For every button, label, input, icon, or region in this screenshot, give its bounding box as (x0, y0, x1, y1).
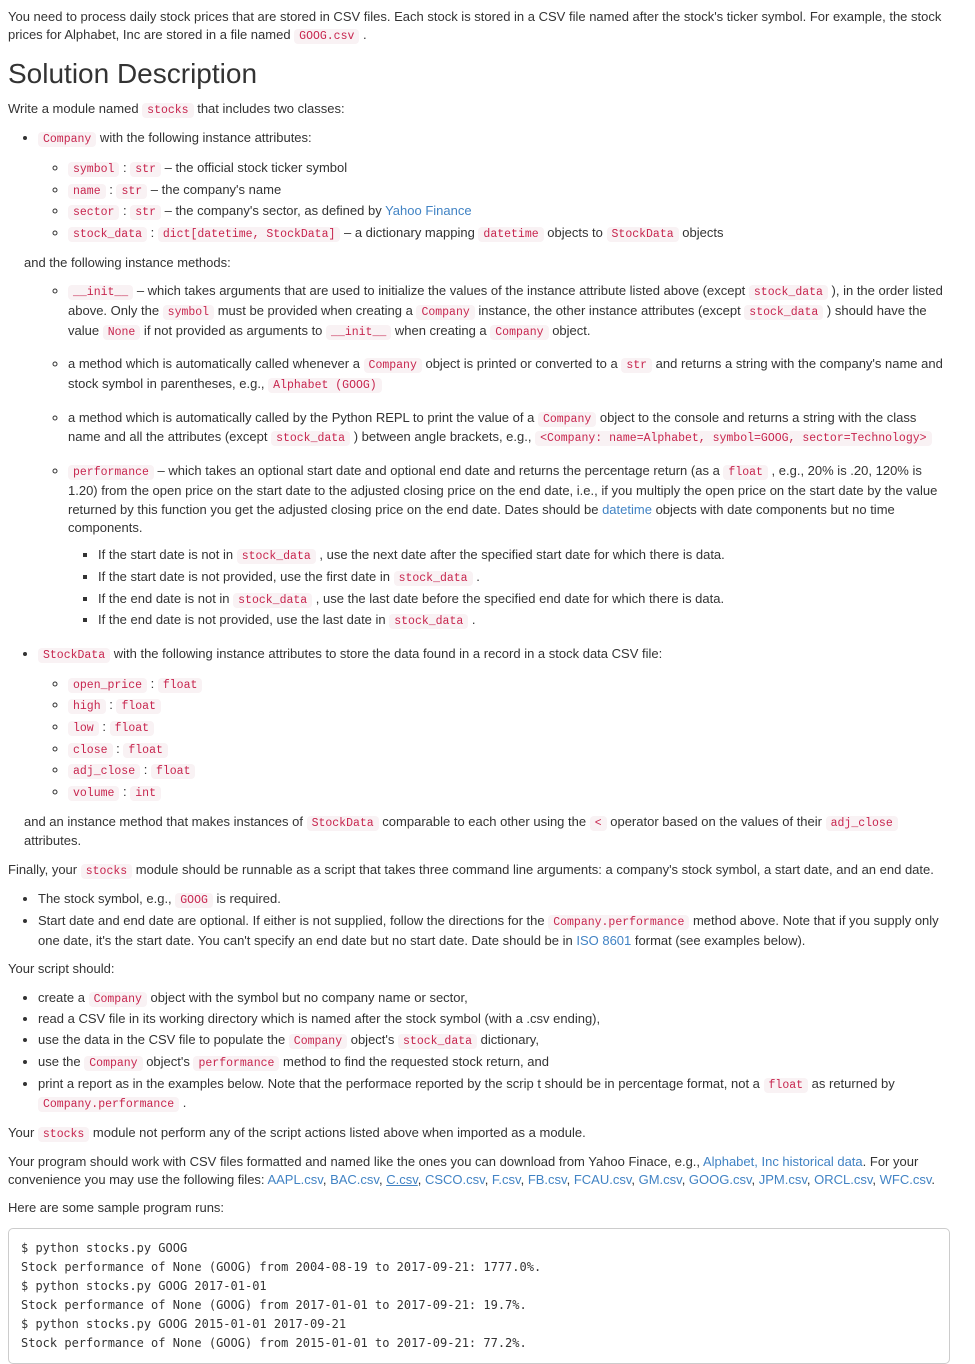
company-attributes-list (38, 159, 950, 244)
inline-code: name (68, 184, 106, 199)
action-create-company: • create a Company object with the symbol but no company name or sector, (38, 989, 950, 1009)
inline-link[interactable]: GM.csv (638, 1172, 682, 1188)
inline-code: stock_data (389, 614, 468, 629)
inline-code: stock_data (271, 431, 350, 446)
inline-code: GOOG.csv (294, 29, 359, 44)
inline-code: float (116, 699, 161, 714)
instance-methods-label: and the following instance methods: (24, 254, 231, 270)
inline-code: < (590, 816, 607, 831)
attr-stock-data: ◦ stock_data : dict[datetime, StockData] – a dictionary mapping datetime objects to StockData objects (68, 224, 950, 244)
inline-link[interactable]: C.csv (386, 1172, 418, 1188)
inline-code: Company.performance (38, 1097, 179, 1112)
inline-code: float (151, 764, 196, 779)
inline-code: Company (364, 358, 422, 373)
inline-code: datetime (478, 227, 543, 242)
sample-runs-label: Here are some sample program runs: (8, 1200, 225, 1216)
method-performance (68, 462, 950, 631)
inline-code: str (130, 205, 161, 220)
inline-code: performance (68, 465, 154, 480)
attr-sector: ◦ sector : str – the company's sector, as defined by Yahoo Finance (68, 202, 950, 222)
inline-code: float (764, 1078, 809, 1093)
inline-code: float (158, 678, 203, 693)
finally-paragraph: Finally, your stocks module should be runnable as a script that takes three command line arguments: a company's stock symbol, a start date, and an end date. (8, 862, 934, 879)
attr-adj-close: ◦ adj_close : float (68, 761, 950, 781)
inline-code: Alphabet (GOOG) (268, 378, 382, 393)
inline-code: Company (84, 1056, 142, 1071)
script-actions-list (8, 989, 950, 1114)
inline-code: float (723, 465, 768, 480)
attr-volume: ◦ volume : int (68, 783, 950, 803)
company-methods-list (38, 282, 950, 631)
inline-code: dict[datetime, StockData] (158, 227, 341, 242)
inline-code: Company (416, 305, 474, 320)
perf-rule: ▪ If the start date is not provided, use the first date in stock_data . (98, 568, 950, 588)
arg-dates: • Start date and end date are optional. If either is not supplied, follow the directions for the Company.performance method above. Note that if you supply only one date, it's the start date. You can't specify an end date but no start date. Date should be in ISO 8601 format (see examples below). (38, 912, 950, 951)
inline-code: Company (89, 992, 147, 1007)
inline-code: float (123, 743, 168, 758)
perf-rule: ▪ If the start date is not in stock_data , use the next date after the specified start date for which there is data. (98, 546, 950, 566)
inline-code: str (130, 162, 161, 177)
perf-rule: ▪ If the end date is not provided, use the last date in stock_data . (98, 611, 950, 631)
intro-paragraph: You need to process daily stock prices that are stored in CSV files. Each stock is stored in a CSV file named after the stock's ticker symbol. For example, the stock prices for Alphabet, Inc are stored in a file named GOOG.csv . (8, 9, 942, 44)
inline-code: stock_data (68, 227, 147, 242)
inline-link[interactable]: JPM.csv (758, 1172, 807, 1188)
inline-code: GOOG (175, 893, 213, 908)
inline-code: str (116, 184, 147, 199)
action-populate-stock-data: • use the data in the CSV file to populate the Company object's stock_data dictionary, (38, 1031, 950, 1051)
inline-code: low (68, 721, 99, 736)
inline-link[interactable]: WFC.csv (879, 1172, 932, 1188)
inline-code: int (130, 786, 161, 801)
stockdata-attributes-list (38, 675, 950, 803)
method-str: ◦ a method which is automatically called whenever a Company object is printed or converted to a str and returns a string with the company's name and stock symbol in parentheses, e.g., Alphabet (GOOG) (68, 355, 950, 394)
inline-link[interactable]: FCAU.csv (573, 1172, 632, 1188)
inline-link[interactable]: datetime (602, 501, 652, 517)
inline-link[interactable]: CSCO.csv (424, 1172, 485, 1188)
inline-link[interactable]: ISO 8601 (576, 932, 632, 948)
inline-code: Company (289, 1034, 347, 1049)
inline-code: symbol (163, 305, 214, 320)
inline-code: str (621, 358, 652, 373)
performance-rules-list (68, 546, 950, 631)
inline-code: stock_data (237, 549, 316, 564)
inline-link[interactable]: F.csv (491, 1172, 521, 1188)
attr-name: ◦ name : str – the company's name (68, 181, 950, 201)
inline-code: StockData (38, 648, 110, 663)
sample-runs-code-block (8, 1228, 950, 1364)
inline-code: float (110, 721, 155, 736)
method-init: ◦ __init__ – which takes arguments that are used to initialize the values of the instance attribute listed above (except stock_data ), in the order listed above. Only the symbol must be provided when creating a Company instance, the other instance attributes (except stock_data ) should have the value None if not provided as arguments to __init__ when creating a Company object. (68, 282, 950, 341)
attr-high: ◦ high : float (68, 696, 950, 716)
company-class-intro: Company with the following instance attributes: (38, 130, 312, 145)
inline-code: stock_data (744, 305, 823, 320)
attr-close: ◦ close : float (68, 740, 950, 760)
arg-stock-symbol: • The stock symbol, e.g., GOOG is required. (38, 890, 950, 910)
inline-code: __init__ (68, 285, 133, 300)
method-performance-text: performance – which takes an optional start date and optional end date and returns the percentage return (as a float , e.g., 20% is .20, 120% is 1.20) from the open price on the start date to the adjusted closing price on the end date, i.e., if you multiply the open price on the start date by the value returned by this function you get the adjusted closing price on the end date. Dates should be datetime objects with date components but no time components. (68, 463, 938, 536)
stockdata-class-intro: StockData with the following instance attributes to store the data found in a record in a stock data CSV file: (38, 646, 662, 661)
module-import-note: Your stocks module not perform any of the script actions listed above when imported as a module. (8, 1124, 586, 1141)
inline-code: volume (68, 786, 119, 801)
inline-link[interactable]: GOOG.csv (688, 1172, 752, 1188)
attr-symbol: ◦ symbol : str – the official stock ticker symbol (68, 159, 950, 179)
inline-code: StockData (307, 816, 379, 831)
perf-rule: ▪ If the end date is not in stock_data , use the last date before the specified end date for which there is data. (98, 590, 950, 610)
csv-files-paragraph: Your program should work with CSV files formatted and named like the ones you can download from Yahoo Finace, e.g., Alphabet, Inc historical data. For your convenience you may use the following files: AAPL.csv, BAC.csv, C.csv, CSCO.csv, F.csv, FB.csv, FCAU.csv, GM.csv, GOOG.csv, JPM.csv, ORCL.csv, WFC.csv. (8, 1153, 936, 1188)
attr-open-price: ◦ open_price : float (68, 675, 950, 695)
classes-list (8, 129, 950, 851)
attr-low: ◦ low : float (68, 718, 950, 738)
write-module-paragraph: Write a module named stocks that includes two classes: (8, 101, 345, 118)
method-repr: ◦ a method which is automatically called by the Python REPL to print the value of a Company object to the console and returns a string with the class name and all the attributes (except stock_data ) between angle brackets, e.g., <Company: name=Alphabet, symbol=GOOG, sector=Technology> (68, 409, 950, 448)
stockdata-comparable-note: and an instance method that makes instances of StockData comparable to each other using the < operator based on the values of their adj_close attributes. (24, 813, 950, 852)
script-arguments-list (8, 890, 950, 950)
inline-link[interactable]: Alphabet, Inc historical data (702, 1153, 863, 1169)
inline-code: open_price (68, 678, 147, 693)
action-use-performance: • use the Company object's performance method to find the requested stock return, and (38, 1053, 950, 1073)
inline-code: close (68, 743, 113, 758)
inline-code: Company.performance (548, 915, 689, 930)
inline-code: high (68, 699, 106, 714)
inline-code: StockData (607, 227, 679, 242)
inline-code: Company (490, 325, 548, 340)
inline-code: stocks (81, 864, 132, 879)
inline-code: stocks (38, 1127, 89, 1142)
inline-link[interactable]: FB.csv (527, 1172, 567, 1188)
inline-code: performance (193, 1056, 279, 1071)
inline-code: sector (68, 205, 119, 220)
inline-code: Company (538, 412, 596, 427)
inline-code: stock_data (394, 571, 473, 586)
inline-code: stock_data (749, 285, 828, 300)
inline-link[interactable]: Yahoo Finance (385, 203, 472, 219)
inline-link[interactable]: AAPL.csv (267, 1172, 323, 1188)
list-item-stockdata-class (24, 645, 950, 851)
script-should-paragraph: Your script should: (8, 961, 115, 977)
inline-code: __init__ (326, 325, 391, 340)
inline-code: adj_close (826, 816, 898, 831)
inline-code: <Company: name=Alphabet, symbol=GOOG, sector=Technology> (535, 431, 931, 446)
inline-code: Company (38, 132, 96, 147)
inline-code: stock_data (398, 1034, 477, 1049)
inline-link[interactable]: BAC.csv (330, 1172, 379, 1188)
action-print-report: • print a report as in the examples below. Note that the performace reported by the scrip t should be in percentage format, not a float as returned by Company.performance . (38, 1075, 950, 1114)
inline-code: adj_close (68, 764, 140, 779)
inline-code: None (103, 325, 141, 340)
inline-code: symbol (68, 162, 119, 177)
inline-link[interactable]: ORCL.csv (814, 1172, 873, 1188)
page-title: Solution Description (8, 58, 258, 90)
list-item-company-class (24, 129, 950, 631)
inline-code: stocks (142, 103, 193, 118)
action-read-csv: • read a CSV file in its working directory which is named after the stock symbol (with a .csv ending), (38, 1010, 950, 1029)
sample-runs-code: $ python stocks.py GOOG Stock performance of None (GOOG) from 2004-08-19 to 2017-09-21: 1777.0%. $ python stocks.py GOOG 2017-01-01 Stock performance of None (GOOG) from 2017-01-01 to 2017-09-21: 19.7%. $ python stocks.py GOOG 2015-01-01 2017-09-21 Stock performance of None (GOOG) from 2015-01-01 to 2017-09-21: 77.2%. (21, 1240, 542, 1350)
inline-code: stock_data (233, 593, 312, 608)
